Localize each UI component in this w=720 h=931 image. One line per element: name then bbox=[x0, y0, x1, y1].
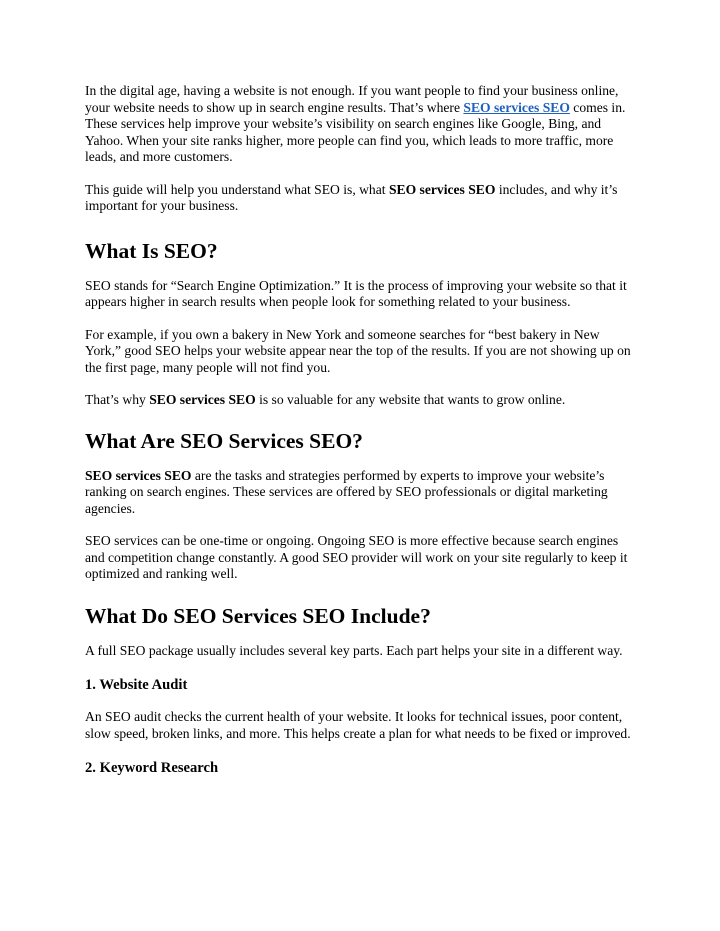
guide-text-start: This guide will help you understand what SEO is, what bbox=[85, 181, 389, 197]
bakery-example-paragraph: For example, if you own a bakery in New York and someone searches for “best bakery in New York,” good SEO helps your website appear near the top of the results. If you are not showing up on the first page, many people will not find you. bbox=[85, 326, 631, 375]
seo-definition-paragraph: SEO stands for “Search Engine Optimization.” It is the process of improving your website so that it appears higher in search results when people look for something related to your business. bbox=[85, 277, 627, 309]
seo-services-link[interactable]: SEO services SEO bbox=[463, 99, 570, 115]
services-bold-term: SEO services SEO bbox=[85, 467, 192, 483]
heading-what-is-seo: What Is SEO? bbox=[85, 238, 218, 263]
valuable-text-start: That’s why bbox=[85, 392, 150, 407]
guide-text-end: includes, and why it’s important for your business. bbox=[85, 181, 618, 213]
valuable-text-end: is so valuable for any website that wants to grow online. bbox=[255, 392, 566, 407]
services-definition-text: are the tasks and strategies performed by experts to improve your website’s ranking on search engines. These services are offered by SEO professionals or digital marketing agencies. bbox=[85, 467, 608, 516]
ongoing-seo-paragraph: SEO services can be one-time or ongoing. Ongoing SEO is more effective because search engines and competition change constantly. A good SEO provider will work on your site regularly to keep it optimized and ranking well. bbox=[85, 533, 628, 581]
subheading-keyword-research: 2. Keyword Research bbox=[85, 760, 219, 776]
valuable-paragraph bbox=[85, 392, 637, 409]
guide-paragraph bbox=[85, 182, 637, 215]
services-definition-paragraph bbox=[85, 468, 637, 518]
audit-paragraph: An SEO audit checks the current health of your website. It looks for technical issues, poor content, slow speed, broken links, and more. This helps create a plan for what needs to be fixed or improved. bbox=[85, 709, 631, 741]
intro-text-end: comes in. These services help improve your website’s visibility on search engines like Google, Bing, and Yahoo. When your site ranks higher, more people can find you, which leads to more traffic, more leads, and more customers. bbox=[85, 99, 626, 164]
document-body bbox=[85, 83, 637, 777]
heading-what-do-seo-services-include: What Do SEO Services SEO Include? bbox=[85, 603, 431, 628]
intro-paragraph bbox=[85, 83, 637, 166]
intro-text-start: In the digital age, having a website is not enough. If you want people to find your business online, your website needs to show up in search engine results. That’s where bbox=[85, 83, 619, 115]
subheading-website-audit: 1. Website Audit bbox=[85, 677, 188, 693]
valuable-bold-term: SEO services SEO bbox=[149, 392, 256, 407]
heading-what-are-seo-services: What Are SEO Services SEO? bbox=[85, 428, 363, 453]
package-paragraph: A full SEO package usually includes several key parts. Each part helps your site in a different way. bbox=[85, 642, 623, 658]
guide-bold-term: SEO services SEO bbox=[388, 181, 496, 197]
